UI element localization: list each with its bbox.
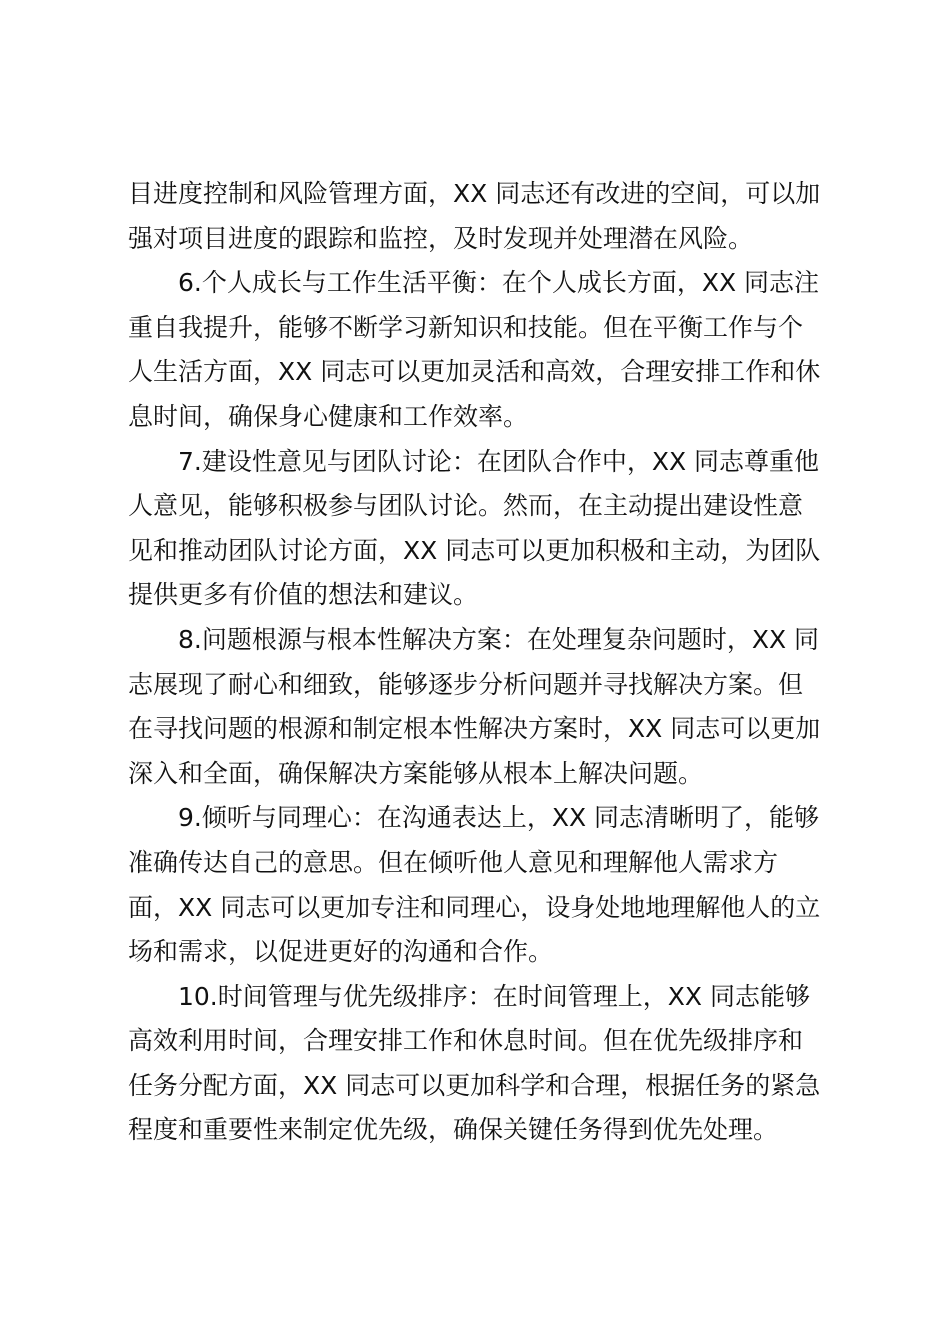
paragraph-10	[128, 975, 834, 1153]
text-line: 场和需求，以促进更好的沟通和合作。	[128, 937, 554, 967]
text-line: 9.倾听与同理心：在沟通表达上，XX 同志清晰明了，能够	[178, 803, 820, 833]
text-line: 程度和重要性来制定优先级，确保关键任务得到优先处理。	[128, 1115, 779, 1145]
document-body	[128, 172, 834, 1153]
text-line: 重自我提升，能够不断学习新知识和技能。但在平衡工作与个	[128, 312, 804, 342]
text-line: 面，XX 同志可以更加专注和同理心，设身处地地理解他人的立	[128, 892, 821, 922]
text-line: 志展现了耐心和细致，能够逐步分析问题并寻找解决方案。但	[128, 669, 804, 699]
text-line: 人意见，能够积极参与团队讨论。然而，在主动提出建设性意	[128, 491, 804, 521]
paragraph-continued	[128, 172, 834, 261]
text-line: 8.问题根源与根本性解决方案：在处理复杂问题时，XX 同	[178, 624, 820, 654]
text-line: 人生活方面，XX 同志可以更加灵活和高效，合理安排工作和休	[128, 357, 821, 387]
text-line: 10.时间管理与优先级排序：在时间管理上，XX 同志能够	[178, 981, 810, 1011]
text-line: 7.建设性意见与团队讨论：在团队合作中，XX 同志尊重他	[178, 446, 820, 476]
text-line: 在寻找问题的根源和制定根本性解决方案时，XX 同志可以更加	[128, 714, 821, 744]
paragraph-9	[128, 796, 834, 974]
text-line: 高效利用时间，合理安排工作和休息时间。但在优先级排序和	[128, 1026, 804, 1056]
paragraph-6	[128, 261, 834, 439]
text-line: 息时间，确保身心健康和工作效率。	[128, 401, 529, 431]
text-line: 强对项目进度的跟踪和监控，及时发现并处理潜在风险。	[128, 223, 754, 253]
paragraph-8	[128, 618, 834, 796]
paragraph-7	[128, 440, 834, 618]
text-line: 6.个人成长与工作生活平衡：在个人成长方面，XX 同志注	[178, 268, 820, 298]
text-line: 深入和全面，确保解决方案能够从根本上解决问题。	[128, 758, 704, 788]
text-line: 目进度控制和风险管理方面，XX 同志还有改进的空间，可以加	[128, 179, 821, 208]
text-line: 准确传达自己的意思。但在倾听他人意见和理解他人需求方	[128, 847, 779, 877]
text-line: 见和推动团队讨论方面，XX 同志可以更加积极和主动，为团队	[128, 535, 821, 565]
text-line: 任务分配方面，XX 同志可以更加科学和合理，根据任务的紧急	[128, 1070, 821, 1100]
text-line: 提供更多有价值的想法和建议。	[128, 580, 479, 610]
